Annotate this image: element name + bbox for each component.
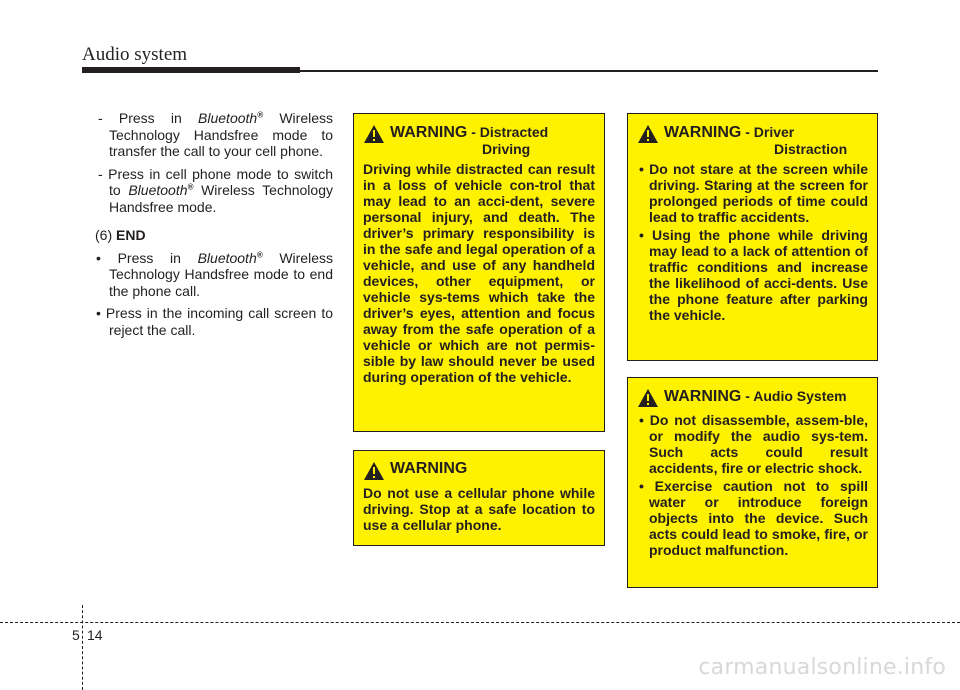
warning-list [637, 161, 868, 323]
header-rule-thick [82, 67, 300, 73]
warning-triangle-icon [363, 461, 385, 481]
instruction-item: - Press in Bluetooth® Wireless Technology Handsfree mode to transfer the call to your cell phone. [98, 110, 334, 159]
warning-body: Driving while distracted can result in a loss of vehicle con-trol that may lead to an acci-dent, severe personal injury, and death. The driver’s primary responsibility is in the safe and legal operation of a vehicle, and use of any handheld devices, other equipment, or vehicle sys-tems which take the driver’s eyes, attention and focus away from the safe operation of a vehicle or which are not permis-sible by law should never be used during operation of the vehicle. [363, 161, 595, 385]
section-heading: (6) END [95, 227, 146, 243]
footer-rule [0, 622, 960, 623]
section-number: 5 [72, 627, 80, 643]
instruction-bullet: • Press in Bluetooth® Wireless Technology Handsfree mode to end the phone call. [96, 249, 333, 299]
section-title: Audio system [82, 44, 188, 65]
instructions-column [95, 110, 333, 344]
instruction-bullet: • Press in the incoming call screen to reject the call. [96, 305, 333, 338]
warning-header: WARNING - Audio System [637, 388, 868, 408]
warning-list [637, 412, 868, 558]
warning-header: WARNING - Driver Distraction [637, 124, 868, 157]
footer-divider [82, 605, 83, 690]
warning-triangle-icon [637, 124, 659, 144]
warning-bullet: • Do not disassemble, assem-ble, or modify the audio sys-tem. Such acts could result accidents, fire or electric shock. [639, 412, 868, 476]
warning-body: Do not use a cellular phone while driving. Stop at a safe location to use a cellular phone. [363, 485, 595, 533]
warning-header: WARNING - Distracted Driving [363, 124, 595, 157]
warning-cellular-phone [353, 450, 605, 546]
warning-header: WARNING [363, 461, 595, 481]
warning-driver-distraction [627, 113, 878, 361]
instruction-item: - Press in cell phone mode to switch to Bluetooth® Wireless Technology Handsfree mode. [98, 165, 333, 215]
watermark: carmanualsonline.info [698, 655, 946, 680]
page-number: 14 [87, 627, 103, 643]
warning-bullet: • Exercise caution not to spill water or introduce foreign objects into the device. Such acts could lead to smoke, fire, or product malfunction. [639, 478, 868, 558]
warning-bullet: • Using the phone while driving may lead to a lack of attention of traffic conditions and increase the likelihood of acci-dents. Use the phone feature after parking the vehicle. [639, 227, 868, 323]
warning-triangle-icon [363, 124, 385, 144]
warning-distracted-driving [353, 113, 605, 432]
warning-audio-system [627, 377, 878, 588]
warning-triangle-icon [637, 388, 659, 408]
warning-bullet: • Do not stare at the screen while driving. Staring at the screen for prolonged periods of time could lead to traffic accidents. [639, 161, 868, 225]
header-rule-thin [300, 70, 878, 72]
